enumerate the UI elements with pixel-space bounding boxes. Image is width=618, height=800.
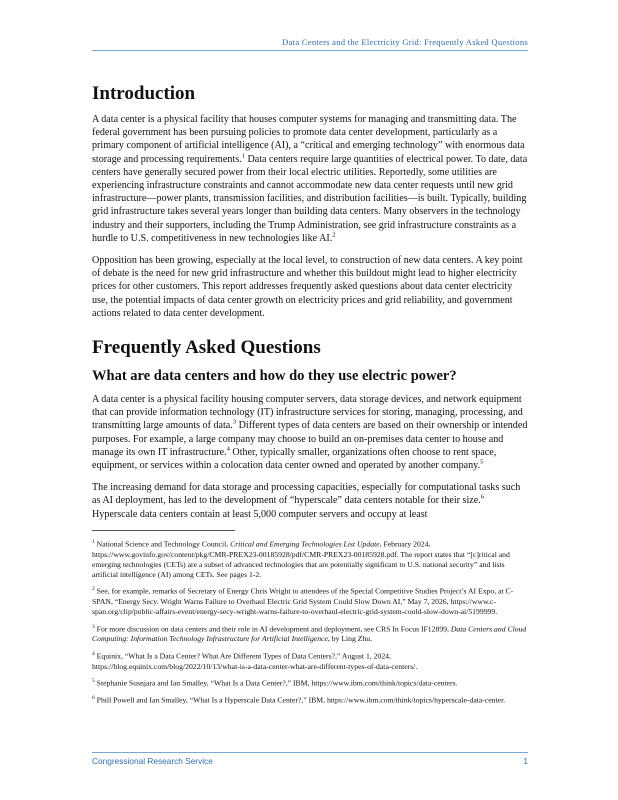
footnote-ref[interactable]: 5 [480,458,484,466]
footer-publisher: Congressional Research Service [92,756,213,766]
footnote-ref[interactable]: 2 [332,231,336,239]
page-content [92,82,529,710]
footnote-ref[interactable]: 3 [232,419,237,427]
footnote-divider [92,530,235,531]
faq-paragraph-2: The increasing demand for data storage and processing capacities, especially for computational tasks such as AI deployment, has led to the development of “hyperscale” data centers notable for their size.$^6$ Hyperscale data centers contain at least 5,000 computer servers and occupy at least [92,482,521,520]
footnotes [92,537,529,706]
footnote: $^6$ Phill Powell and Ian Smalley, “What Is a Hyperscale Data Center?,” IBM, https://www.ibm.com/think/topics/hyperscale-data-center. [92,695,506,705]
footnote-ref[interactable]: 6 [480,494,484,502]
running-header: Data Centers and the Electricity Grid: Frequently Asked Questions [92,37,528,51]
faq-subheading: What are data centers and how do they use electric power? [92,368,457,385]
introduction-heading: Introduction [92,83,196,104]
footnote: $^1$ National Science and Technology Council, Critical and Emerging Technologies List Update, February 2024, https://www.govinfo.gov/content/pkg/CMR-PREX23-00185928/pdf/CMR-PREX23-00185928.pdf. The report states that “[c]ritical and emerging technologies (CETs) are a subset of advanced technologies that are potentially significant to U.S. national security” and lists artificial intelligence (AI) among CETs. See pages 1-2. [92,538,510,579]
footer-divider [92,752,528,753]
footnote: $^2$ See, for example, remarks of Secretary of Energy Chris Wright to attendees of the Special Competitive Studies Project’s AI Expo, at C-SPAN, “Energy Secy. Wright Warns Failure to Overhaul Electric Grid System Could Slow Down AI,” May 7, 2026, https://www.c-span.org/clip/public-affairs-event/energy-secy-wright-warns-failure-to-overhaul-electric-grid-system-could-slow-down-ai/5199999. [92,586,514,617]
faq-heading: Frequently Asked Questions [92,337,321,359]
footnote-ref[interactable]: 4 [226,445,230,453]
intro-paragraph-1: A data center is a physical facility that houses computer systems for managing and transmitting data. The federal government has been pursuing policies to promote data center development, particularly as a primary component of artificial intelligence (AI), a “critical and emerging technology” with enormous data storage and processing requirements.$^1$ Data centers require large quantities of electrical power. To date, data centers have generally secured power from their local electric utilities. Reportedly, some utilities are experiencing infrastructure constraints and cannot accommodate new data center requests until new grid infrastructure—power plants, transmission facilities, and distribution facilities—is built. Typically, building grid infrastructure takes several years longer than building data centers. Many observers in the technology industry and their supporters, including the Trump Administration, see grid infrastructure constraints as a hurdle to U.S. competitiveness in new technologies like AI.$^2$ [92,114,528,244]
footnote: $^3$ For more discussion on data centers and their role in AI development and deployment, see CRS In Focus IF12899, Data Centers and Cloud Computing: Information Technology Infrastructure for Artificial Intelligence, by Ling Zhu. [92,623,527,644]
footnote: $^5$ Stephanie Susnjara and Ian Smalley, “What Is a Data Center?,” IBM, https://www.ibm.com/think/topics/data-centers. [92,678,458,688]
faq-paragraph-1: A data center is a physical facility housing computer servers, data storage devices, and network equipment that can provide information technology (IT) infrastructure services for storing, managing, processing, and transmitting large amounts of data.$^3$ Different types of data centers are based on their ownership or intended purposes. For example, a large company may choose to build an on-premises data center to house and manage its own IT infrastructure.$^4$ Other, typically smaller, organizations often choose to rent space, equipment, or services within a colocation data center owned and operated by another company.$^5$ [92,394,528,472]
intro-paragraph-2: Opposition has been growing, especially at the local level, to construction of new data centers. A key point of debate is the need for new grid infrastructure and whether this buildout might lead to higher electricity prices for other customers. This report addresses frequently asked questions about data center electricity use, the potential impacts of data center growth on electricity prices and grid reliability, and government actions related to data center development. [92,255,523,319]
footnote-ref[interactable]: 1 [241,152,245,160]
page-number: 1 [523,756,528,766]
footnote: $^4$ Equinix, “What Is a Data Center? What Are Different Types of Data Centers?,” August 1, 2024, https://blog.equinix.com/blog/2022/10/13/what-is-a-data-center-what-are-different-types-of-data-centers/. [92,650,418,671]
